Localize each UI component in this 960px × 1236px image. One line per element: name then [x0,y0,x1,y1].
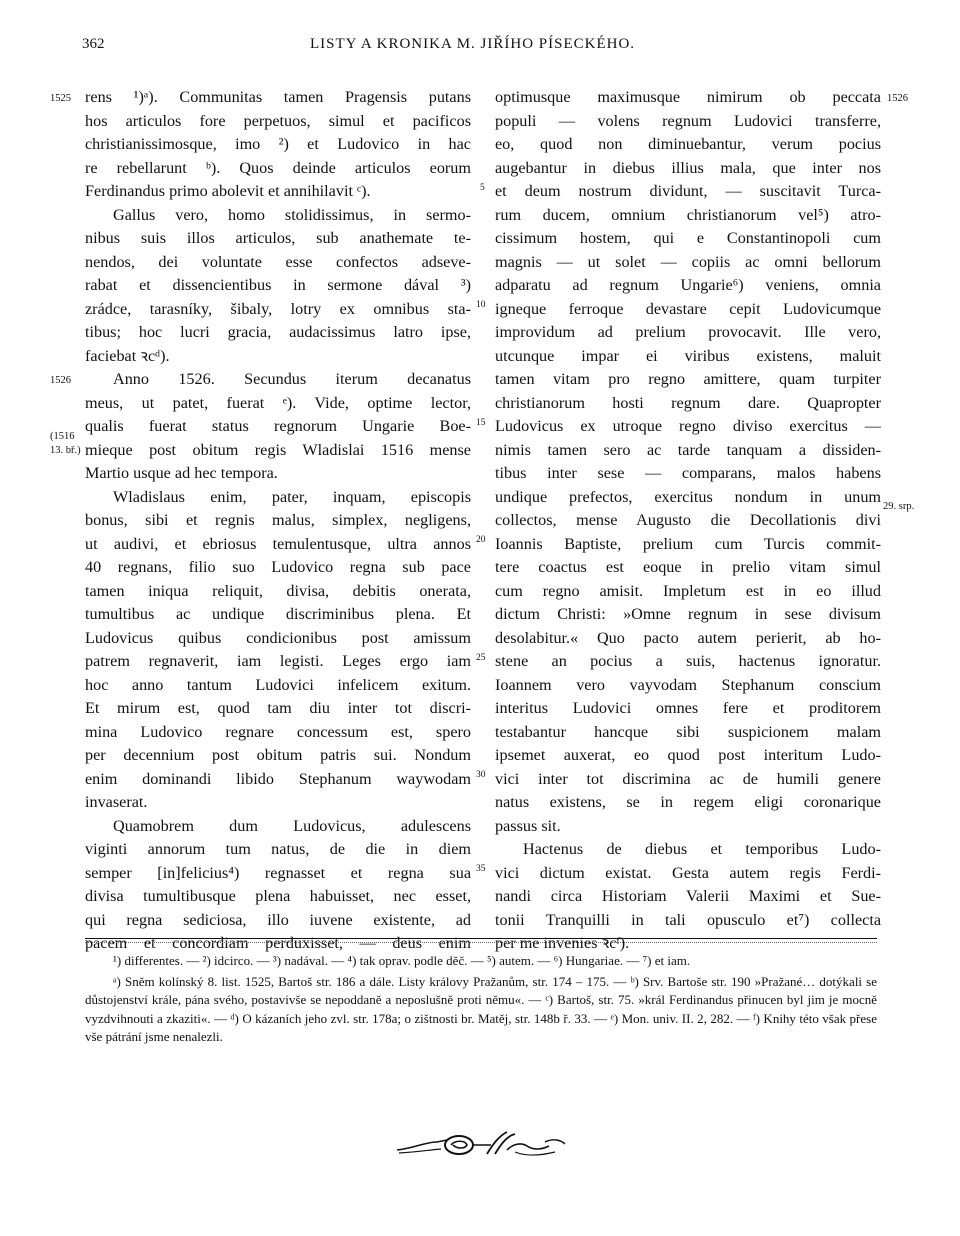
text-line: passus sit. [495,816,561,835]
footnote-commentary: ᵃ) Sněm kolínský 8. list. 1525, Bartoš str. 186 a dále. Listy královy Pražanům, str. 174 – 175. — ᵇ) Srv. Bartoše str. 190 »Pražané… dotýkali se důstojenství krále, pána svého, postavivše se nepoddaně a neposlušně proti němu«. — ᶜ) Bartoš, str. 75. »král Ferdinandus přinucen byl jim je mocně vyzdvihnouti a zkaziti«. — ᵈ) O kázaních jeho zvl. str. 178a; o zištnosti br. Matěj, str. 148b ř. 33. — ᵉ) Mon. univ. II. 2, 282. — ᶠ) Knihy této však přese vše pátrání jsme nenalezli. [85,974,877,1044]
text-line: natus existens, se in regem eligi coronarique [495,793,881,811]
text-line: et deum nostrum dividunt, — suscitavit Turca- [495,182,881,200]
text-line: faciebat ꝛcᵈ). [85,346,170,365]
text-line: tibus inter sese — comparans, malos habens [495,464,881,482]
margin-year-1526-right: 1526 [887,93,908,104]
text-line: rum ducem, omnium christianorum vel⁵) atro- [495,205,881,224]
line-number: 20 [476,535,486,545]
text-line: pacem et concordiam perduxisset, — deus enim [85,934,471,952]
text-line: collectos, mense Augusto die Decollationis divi [495,511,881,529]
text-line: igneque ferroque devastare cepit Ludovicumque [495,299,881,318]
text-line: per me invenies ꝛcᶠ). [495,934,630,952]
text-line: utcunque impar ei viribus existens, maluit [495,346,881,365]
text-line: Hactenus de diebus et temporibus Ludo- [523,840,881,858]
text-line: invaserat. [85,793,148,811]
text-line: hoc anno tantum Ludovici infelicem exitum. [85,675,471,694]
line-number: 15 [476,418,486,428]
page-number: 362 [82,36,105,52]
text-line: rabat et dissencientibus in sermone dával ³) [85,276,471,294]
text-line: Ioannem vero vayvodam Stephanum conscium [495,675,881,694]
margin-date-august: 29. srp. [883,501,915,512]
text-line: eo, quod non diminuebantur, verum pocius [495,135,881,153]
text-line: hos articulos fore perpetuos, simul et pacificos [85,111,471,130]
text-line: qualis fuerat status regnorum Ungarie Boe- [85,417,471,435]
text-line: interitus Ludovici omnes fere et proditorem [495,699,881,717]
text-line: Gallus vero, homo stolidissimus, in sermo- [113,205,471,224]
text-line: augebantur in diebus illius mala, que inter nos [495,158,881,177]
text-line: enim dominandi libido Stephanum waywodam [85,769,471,788]
text-line: cum regno amisit. Impletum est in eo illud [495,581,881,600]
text-line: Martio usque ad hec tempora. [85,464,278,482]
text-line: ut audivi, et ebriosus temulentusque, ultra annos [85,534,471,553]
text-line: nimis tamen sero ac tarde tanquam a dissiden- [495,440,881,459]
text-line: ipsemet auxerat, eo quod post interitum Ludo- [495,746,881,764]
printer-flourish-ornament-icon [395,1128,567,1160]
text-line: christianissimosque, imo ²) et Ludovico in hac [85,135,471,153]
text-line: 40 regnans, filio suo Ludovico regna sub pace [85,558,471,576]
text-line: tamen vitam pro regno amittere, quam turpiter [495,370,881,388]
text-line: patrem regnaverit, iam legisti. Leges ergo iam [85,652,471,670]
text-line: tumultibus ac undique discriminibus plena. Et [85,605,471,623]
text-line: viginti annorum tum natus, de die in diem [85,840,471,858]
text-line: nibus suis illos articulos, sub anathemate te- [85,229,471,247]
text-line: per decennium post obitum patris sui. Nondum [85,746,471,764]
text-line: cissimum hostem, qui e Constantinopoli cum [495,229,881,247]
line-number: 30 [476,770,486,780]
footnotes [85,952,877,1046]
text-line: vici inter tot discrimina ac de humili genere [495,769,881,788]
text-line: Ioannis Baptiste, prelium cum Turcis commit- [495,534,881,553]
line-number: 35 [476,864,486,874]
left-text-column [85,86,471,956]
text-line: testabantur hancque sibi suspicionem malam [495,722,881,741]
text-line: Anno 1526. Secundus iterum decanatus [113,370,471,388]
text-line: tamen iniqua reliquit, divisa, debitis onerata, [85,581,471,600]
margin-date-1516: (1516 [50,431,75,442]
text-line: tere coactus est eoque in prelio vitam simul [495,558,881,576]
text-line: bonus, sibi et regnis malus, simplex, negligens, [85,511,471,529]
text-line: undique prefectos, exercitus nondum in unum [495,487,881,506]
text-line: stene an pocius a suis, hactenus ignoratur. [495,652,881,670]
line-number: 25 [476,653,486,663]
line-number: 10 [476,300,486,310]
text-line: nandi circa Historiam Valerii Maximi et Sue- [495,887,881,905]
right-text-column [495,86,881,956]
text-line: mina Ludovico regnare concessum est, spero [85,722,471,741]
line-number: 5 [480,183,485,193]
page-header [0,36,960,56]
text-line: mieque post obitum regis Wladislai 1516 mense [85,440,471,459]
text-line: tonii Tranquilli in tali opusculo et⁷) collecta [495,910,881,929]
text-line: magnis — ut solet — copiis ac omni bellorum [495,252,881,271]
text-line: desolabitur.« Quo pacto autem perierit, ab ho- [495,628,881,647]
text-line: qui regna sediciosa, illo iuvene existente, ad [85,910,471,929]
text-line: Ludovicus quibus condicionibus post amissum [85,628,471,647]
text-line: Quamobrem dum Ludovicus, adulescens [113,816,471,835]
text-line: adparatu ad regnum Ungarie⁶) veniens, omnia [495,276,881,294]
footnote-textual: ¹) differentes. — ²) idcirco. — ³) nadával. — ⁴) tak oprav. podle děč. — ⁵) autem. — ⁶) Hungariae. — ⁷) et iam. [113,953,691,968]
text-line: zrádce, tarasníky, šibaly, lotry ex omnibus sta- [85,299,471,318]
text-line: christianorum hosti regnum dare. Quapropter [495,393,881,412]
text-line: divisa tumultibusque plena habuisset, nec esset, [85,887,471,905]
text-line: Ludovicus ex utroque regno diviso exercitus — [495,417,881,435]
margin-year-1525: 1525 [50,93,71,104]
text-line: meus, ut patet, fuerat ᵉ). Vide, optime lector, [85,393,471,412]
text-line: tibus; hoc lucri gracia, audacissimus latro ipse, [85,323,471,341]
margin-date-march: 13. bř.) [50,445,81,456]
text-line: Et mirum est, quod tam diu inter tot discri- [85,699,471,717]
text-line: semper [in]felicius⁴) regnasset et regna sua [85,863,471,882]
text-line: populi — volens regnum Ludovici transferre, [495,111,881,130]
footnote-rule [85,938,877,939]
text-line: dictum Christi: »Omne regnum in sese divisum [495,605,881,623]
text-line: nendos, dei voluntate esse confectos adseve- [85,252,471,271]
text-line: re rebellarunt ᵇ). Quos deinde articulos eorum [85,158,471,177]
text-line: vici dictum existat. Gesta autem regis Ferdi- [495,863,881,882]
running-title: LISTY A KRONIKA M. JIŘÍHO PÍSECKÉHO. [310,36,636,52]
text-line: optimusque maximusque nimirum ob peccata [495,88,881,106]
text-line: rens ¹)ᵃ). Communitas tamen Pragensis putans [85,88,471,106]
text-line: Ferdinandus primo abolevit et annihilavit ᶜ). [85,182,371,200]
margin-year-1526: 1526 [50,375,71,386]
footnote-rule-dotted [85,942,877,943]
text-line: Wladislaus enim, pater, inquam, episcopis [113,487,471,506]
text-line: improvidum ad prelium provocavit. Ille vero, [495,323,881,341]
